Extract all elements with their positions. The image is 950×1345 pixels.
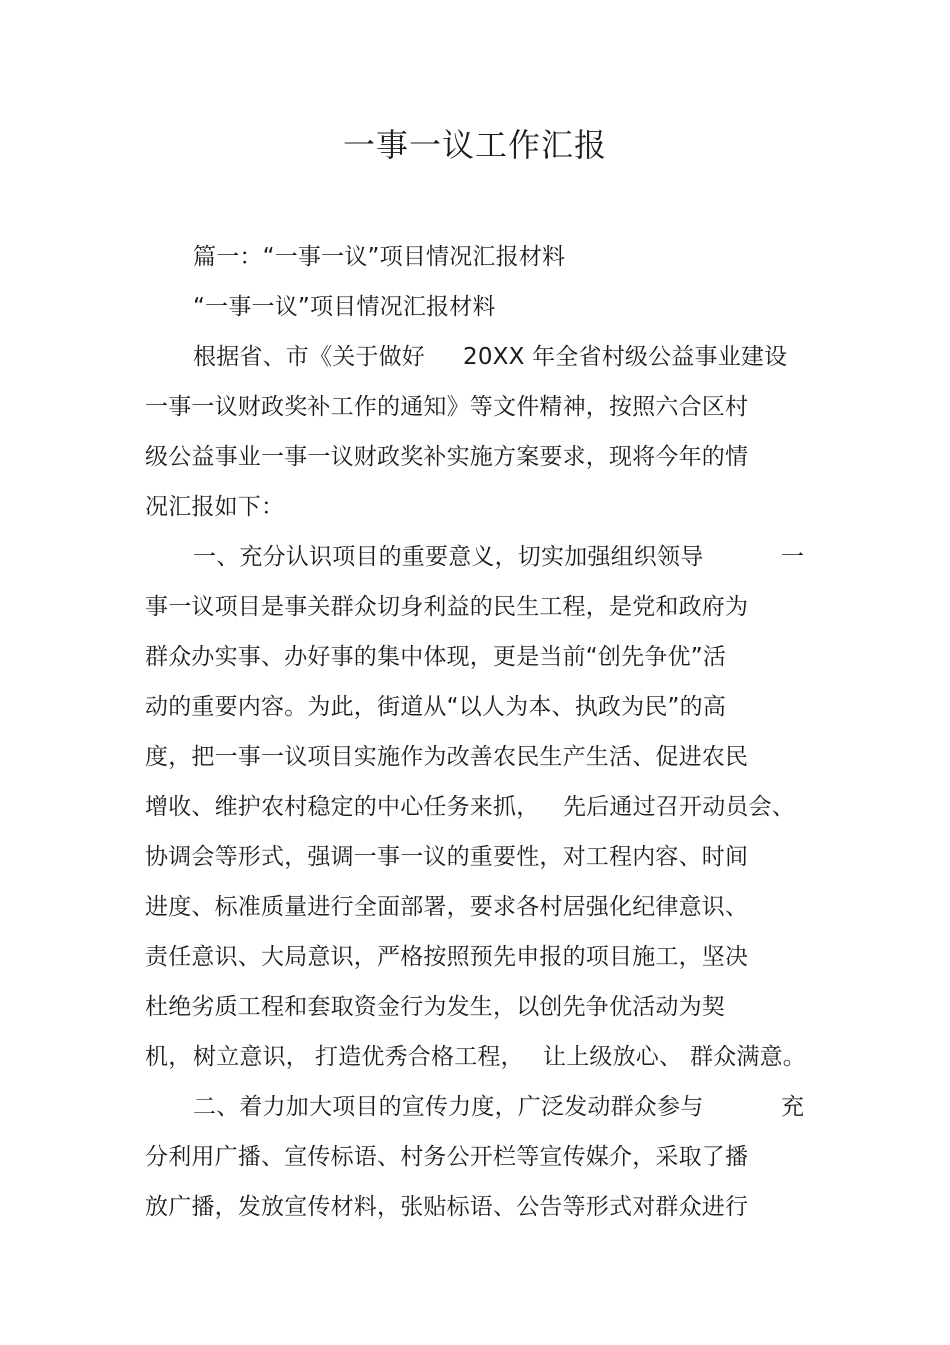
document-title: 一事一议工作汇报 (342, 126, 607, 164)
paragraph-line: 分利用广播、宣传标语、村务公开栏等宣传媒介，采取了播 (145, 1144, 749, 1170)
paragraph-line: 先后通过召开动员会、 (563, 794, 795, 820)
paragraph-line: 二、着力加大项目的宣传力度，广泛发动群众参与 (193, 1094, 704, 1120)
paragraph-line: 增收、维护农村稳定的中心任务来抓， (145, 794, 540, 820)
paragraph-line: 一、充分认识项目的重要意义，切实加强组织领导 (193, 544, 704, 570)
paragraph-line: 一 (781, 544, 805, 570)
paragraph-line: 责任意识、大局意识，严格按照预先申报的项目施工，坚决 (145, 944, 749, 970)
paragraph-line: 放广播，发放宣传材料，张贴标语、公告等形式对群众进行 (145, 1194, 749, 1220)
paragraph-line: 度，把一事一议项目实施作为改善农民生产生活、促进农民 (145, 744, 749, 770)
paragraph-line: 一事一议财政奖补工作的通知》等文件精神，按照六合区村 (145, 394, 749, 420)
paragraph-line: 群众满意。 (690, 1044, 806, 1070)
paragraph-line: 进度、标准质量进行全面部署，要求各村居强化纪律意识、 (145, 894, 749, 920)
paragraph-line: 树立意识， (193, 1044, 309, 1070)
paragraph-line: 打造优秀合格工程， (315, 1044, 524, 1070)
paragraph-line: 况汇报如下： (145, 494, 285, 520)
paragraph-line: 动的重要内容。为此，街道从“以人为本、执政为民”的高 (145, 694, 727, 720)
subheading: “一事一议”项目情况汇报材料 (193, 294, 496, 320)
paragraph-line: 杜绝劣质工程和套取资金行为发生，以创先争优活动为契 (145, 994, 725, 1020)
paragraph-line: 群众办实事、办好事的集中体现，更是当前“创先争优”活 (145, 644, 727, 670)
paragraph-line: 让上级放心、 (543, 1044, 683, 1070)
paragraph-line: 20XX 年全省村级公益事业建设 (463, 344, 788, 370)
paragraph-line: 充 (781, 1094, 805, 1120)
paragraph-line: 级公益事业一事一议财政奖补实施方案要求，现将今年的情 (145, 444, 749, 470)
section-heading: 篇一：“一事一议”项目情况汇报材料 (193, 244, 566, 270)
paragraph-line: 协调会等形式，强调一事一议的重要性，对工程内容、时间 (145, 844, 749, 870)
paragraph-line: 根据省、市《关于做好 (193, 344, 425, 370)
paragraph-line: 事一议项目是事关群众切身利益的民生工程，是党和政府为 (145, 594, 749, 620)
paragraph-line: 机， (145, 1044, 192, 1070)
